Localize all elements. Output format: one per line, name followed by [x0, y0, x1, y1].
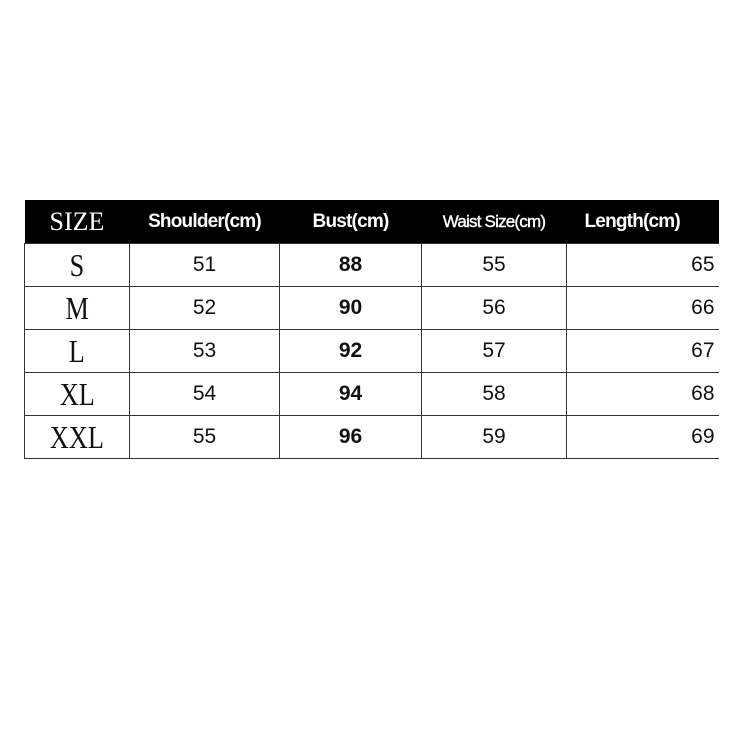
table-row — [25, 287, 719, 330]
size-chart-body — [25, 244, 719, 459]
size-cell — [25, 244, 130, 287]
shoulder-cell: 51 — [130, 244, 280, 287]
header-shoulder: Shoulder(cm) — [130, 200, 280, 244]
header-length: Length(cm) — [567, 200, 719, 244]
bust-cell: 88 — [280, 244, 422, 287]
waist-cell: 55 — [422, 244, 567, 287]
bust-cell: 90 — [280, 287, 422, 330]
waist-cell: 59 — [422, 416, 567, 459]
waist-cell: 57 — [422, 330, 567, 373]
bust-cell: 96 — [280, 416, 422, 459]
size-label-text: XL — [59, 375, 95, 412]
shoulder-cell: 52 — [130, 287, 280, 330]
shoulder-cell: 54 — [130, 373, 280, 416]
size-cell — [25, 416, 130, 459]
table-row — [25, 330, 719, 373]
size-chart-table — [24, 200, 719, 459]
waist-cell: 58 — [422, 373, 567, 416]
length-cell: 67 — [567, 330, 719, 373]
shoulder-cell: 55 — [130, 416, 280, 459]
length-cell: 66 — [567, 287, 719, 330]
length-cell: 68 — [567, 373, 719, 416]
size-cell — [25, 330, 130, 373]
size-label-text: L — [68, 332, 86, 369]
shoulder-cell: 53 — [130, 330, 280, 373]
waist-cell: 56 — [422, 287, 567, 330]
table-row — [25, 373, 719, 416]
header-row — [25, 200, 719, 244]
table-row — [25, 244, 719, 287]
size-chart-header — [25, 200, 719, 244]
header-bust: Bust(cm) — [280, 200, 422, 244]
table-row — [25, 416, 719, 459]
bust-cell: 92 — [280, 330, 422, 373]
size-label-text: M — [65, 289, 89, 326]
header-waist: Waist Size(cm) — [422, 200, 567, 244]
size-cell — [25, 373, 130, 416]
header-size: SIZE — [25, 200, 130, 244]
size-label-text: S — [69, 246, 85, 283]
bust-cell: 94 — [280, 373, 422, 416]
size-label-text: XXL — [50, 418, 104, 455]
length-cell: 69 — [567, 416, 719, 459]
size-cell — [25, 287, 130, 330]
length-cell: 65 — [567, 244, 719, 287]
